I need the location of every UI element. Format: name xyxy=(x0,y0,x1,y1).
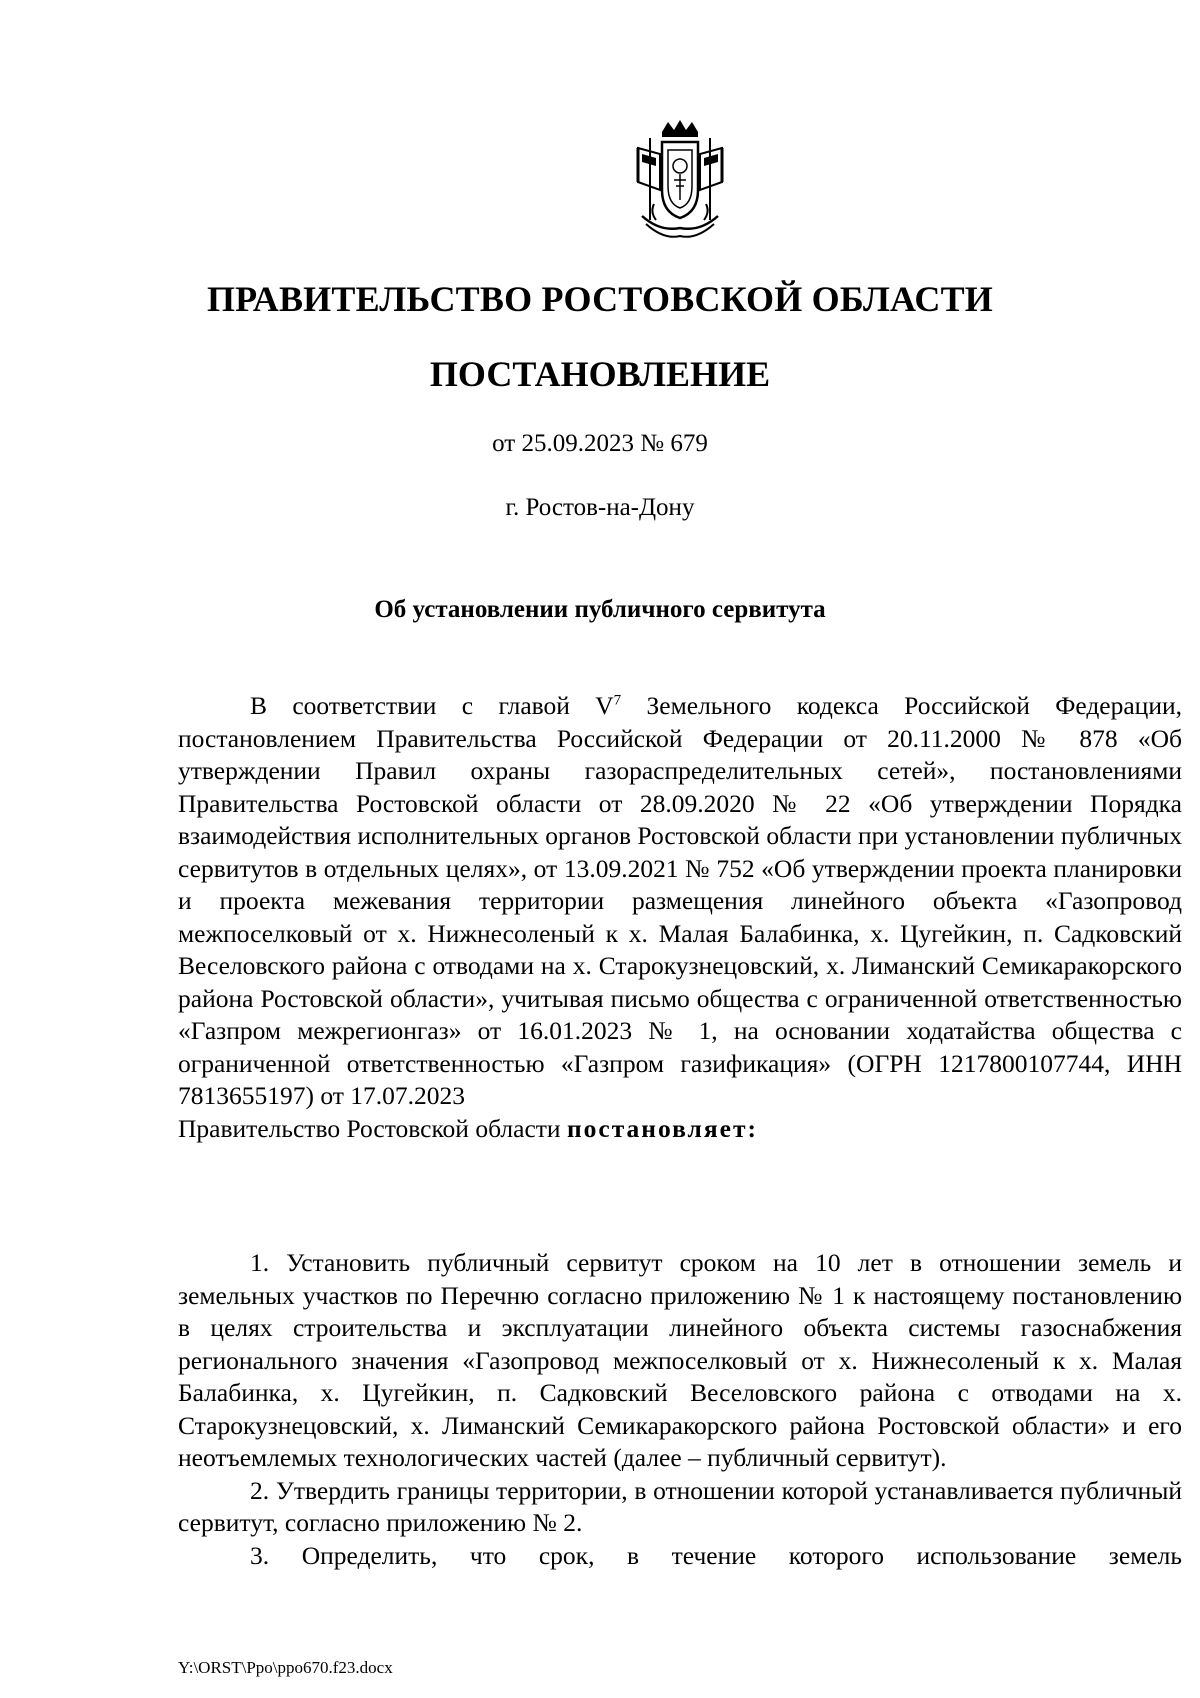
preamble-text-start: В соответствии с главой V xyxy=(250,691,614,720)
coat-of-arms-emblem xyxy=(620,120,740,245)
document-date-number: от 25.09.2023 № 679 xyxy=(492,430,708,457)
footer-file-path: Y:\ORST\Ppo\ppo670.f23.docx xyxy=(178,1658,393,1677)
resolution-item: 1. Установить публичный сервитут сроком на 10 лет в отношении земель и земельных участков по Перечню согласно приложению № 1 к настоящему постановлению в целях строительства и эксплуатации линейного объекта системы газоснабжения регионального значения «Газопровод межпоселковый от х. Нижнесоленый к х. Малая Балабинка, х. Цугейкин, п. Садковский Веселовского района с отводами на х. Старокузнецовский, х. Лиманский Семикаракорского района Ростовской области» и его неотъемлемых технологических частей (далее – публичный сервитут). xyxy=(178,1248,1182,1472)
resolution-item: 2. Утвердить границы территории, в отношении которой устанавливается публичный сервитут, согласно приложению № 2. xyxy=(178,1475,1182,1537)
document-city: г. Ростов-на-Дону xyxy=(505,494,695,521)
resolution-items xyxy=(178,1247,1182,1572)
preamble-closing-verb: постановляет: xyxy=(566,1113,758,1143)
preamble-closing xyxy=(178,1113,1182,1146)
government-name: ПРАВИТЕЛЬСТВО РОСТОВСКОЙ ОБЛАСТИ xyxy=(206,279,994,319)
preamble-block xyxy=(178,690,1182,1145)
document-subject: Об установлении публичного сервитута xyxy=(374,596,826,623)
preamble-paragraph xyxy=(178,690,1182,1113)
preamble-text-body: Земельного кодекса Российской Федерации, постановлением Правительства Российской Федерации от 20.11.2000 № 878 «Об утверждении Правил охраны газораспределительных сетей», постановлениями Правительства Ростовской области от 28.09.2020 № 22 «Об утверждении Порядка взаимодействия исполнительных органов Ростовской области при установлении публичных сервитутов в отдельных целях», от 13.09.2021 № 752 «Об утверждении проекта планировки и проекта межевания территории размещения линейного объекта «Газопровод межпоселковый от х. Нижнесоленый к х. Малая Балабинка, х. Цугейкин, п. Садковский Веселовского района с отводами на х. Старокузнецовский, х. Лиманский Семикаракорского района Ростовской области», учитывая письмо общества с ограниченной ответственностью «Газпром межрегионгаз» от 16.01.2023 № 1, на основании ходатайства общества с ограниченной ответственностью «Газпром газификация» (ОГРН 1217800107744, ИНН 7813655197) от 17.07.2023 xyxy=(178,691,1182,1110)
chapter-superscript: 7 xyxy=(613,692,622,709)
resolution-item: 3. Определить, что срок, в течение которого использование земель xyxy=(250,1540,1182,1570)
preamble-closing-subject: Правительство Ростовской области xyxy=(178,1113,567,1143)
document-type: ПОСТАНОВЛЕНИЕ xyxy=(429,354,771,394)
